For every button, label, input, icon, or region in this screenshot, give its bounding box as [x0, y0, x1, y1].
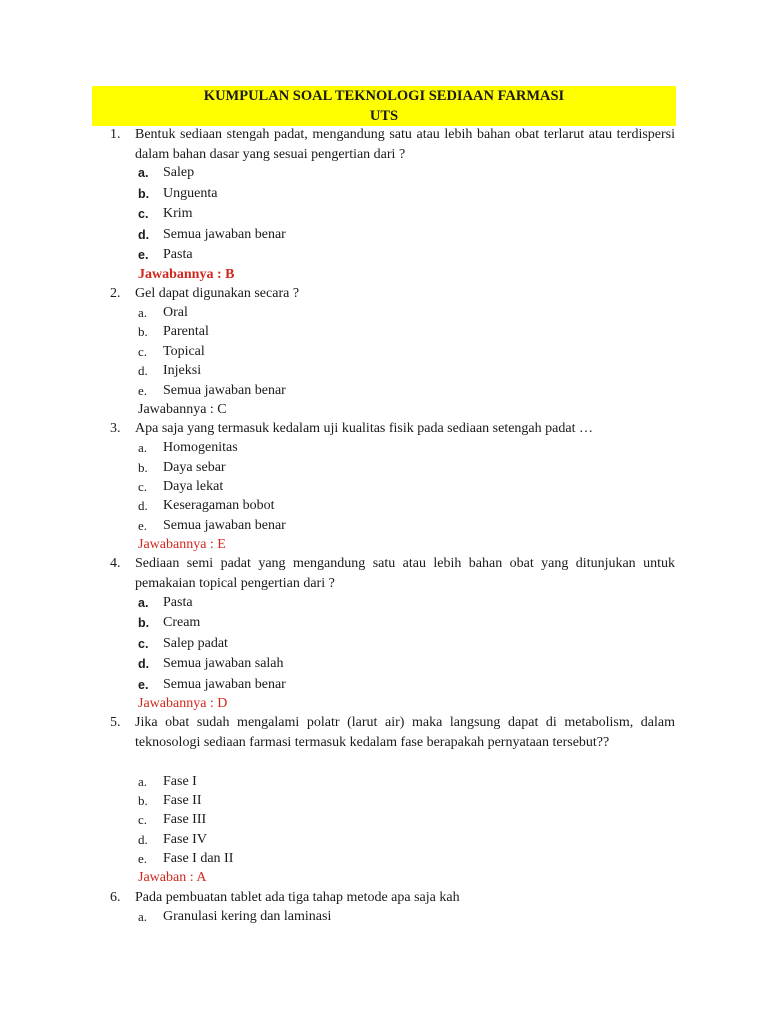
question-text: Sediaan semi padat yang mengandung satu atau lebih bahan obat yang ditunjukan untuk pemakaian topical pengertian dari ?: [135, 556, 675, 591]
option-text: Fase I: [163, 774, 197, 789]
question-text: Pada pembuatan tablet ada tiga tahap metode apa saja kah: [135, 890, 460, 905]
option-letter: a.: [138, 909, 148, 924]
option-letter: b.: [138, 616, 150, 630]
option-letter: e.: [138, 678, 149, 692]
option-text: Fase III: [163, 812, 207, 827]
title-banner: [92, 86, 676, 126]
document-title: KUMPULAN SOAL TEKNOLOGI SEDIAAN FARMASI: [203, 88, 565, 104]
question-number: 5.: [110, 715, 121, 730]
option-text: Salep padat: [163, 636, 228, 651]
question-text: Jika obat sudah mengalami polatr (larut air) maka langsung dapat di metabolism, dalam teknosologi sediaan farmasi termasuk kedalam fase berapakah pernyataan tersebut??: [135, 715, 675, 750]
option-letter: b.: [138, 187, 150, 201]
option-text: Topical: [163, 344, 205, 359]
option-text: Daya sebar: [163, 460, 226, 475]
answer-key: Jawabannya : C: [138, 402, 227, 417]
option-letter: c.: [138, 812, 148, 827]
answer-key: Jawabannya : D: [138, 696, 228, 711]
option-letter: c.: [138, 637, 149, 651]
option-text: Fase I dan II: [163, 851, 234, 866]
answer-key: Jawaban : A: [138, 870, 207, 885]
option-letter: d.: [138, 657, 150, 671]
option-text: Semua jawaban benar: [163, 383, 286, 398]
option-letter: d.: [138, 228, 150, 242]
option-letter: e.: [138, 248, 149, 262]
option-letter: b.: [138, 324, 148, 339]
option-text: Semua jawaban benar: [163, 518, 286, 533]
document-subtitle: UTS: [369, 108, 399, 124]
option-text: Fase II: [163, 793, 202, 808]
option-letter: a.: [138, 774, 148, 789]
question-text: Bentuk sediaan stengah padat, mengandung satu atau lebih bahan obat terlarut atau terdispersi dalam bahan dasar yang sesuai pengertian dari ?: [135, 127, 675, 162]
option-text: Fase IV: [163, 832, 207, 847]
option-text: Homogenitas: [163, 440, 238, 455]
option-text: Semua jawaban salah: [163, 656, 284, 671]
option-letter: c.: [138, 479, 148, 494]
option-letter: c.: [138, 207, 149, 221]
option-text: Daya lekat: [163, 479, 224, 494]
option-text: Semua jawaban benar: [163, 227, 286, 242]
option-letter: b.: [138, 793, 148, 808]
option-letter: e.: [138, 851, 148, 866]
question-number: 1.: [110, 127, 121, 142]
option-letter: a.: [138, 305, 148, 320]
option-text: Semua jawaban benar: [163, 677, 286, 692]
option-text: Keseragaman bobot: [163, 498, 275, 513]
question-number: 4.: [110, 556, 121, 571]
option-text: Parental: [163, 324, 209, 339]
option-letter: a.: [138, 166, 149, 180]
answer-key: Jawabannya : B: [138, 267, 235, 282]
option-text: Cream: [163, 615, 201, 630]
question-number: 3.: [110, 421, 121, 436]
option-letter: b.: [138, 460, 148, 475]
option-letter: a.: [138, 596, 149, 610]
option-letter: d.: [138, 363, 148, 378]
question-number: 2.: [110, 286, 121, 301]
option-text: Pasta: [163, 595, 193, 610]
question-text: Gel dapat digunakan secara ?: [135, 286, 300, 301]
option-letter: a.: [138, 440, 148, 455]
question-number: 6.: [110, 890, 121, 905]
option-text: Oral: [163, 305, 188, 320]
option-letter: d.: [138, 832, 148, 847]
option-letter: d.: [138, 498, 148, 513]
option-text: Granulasi kering dan laminasi: [163, 909, 332, 924]
answer-key: Jawabannya : E: [138, 537, 226, 552]
option-letter: e.: [138, 518, 148, 533]
option-text: Injeksi: [163, 363, 202, 378]
question-text: Apa saja yang termasuk kedalam uji kualitas fisik pada sediaan setengah padat …: [135, 421, 593, 436]
option-text: Unguenta: [163, 186, 218, 201]
option-text: Krim: [163, 206, 193, 221]
option-letter: c.: [138, 344, 148, 359]
option-text: Pasta: [163, 247, 193, 262]
option-letter: e.: [138, 383, 148, 398]
option-text: Salep: [163, 165, 195, 180]
